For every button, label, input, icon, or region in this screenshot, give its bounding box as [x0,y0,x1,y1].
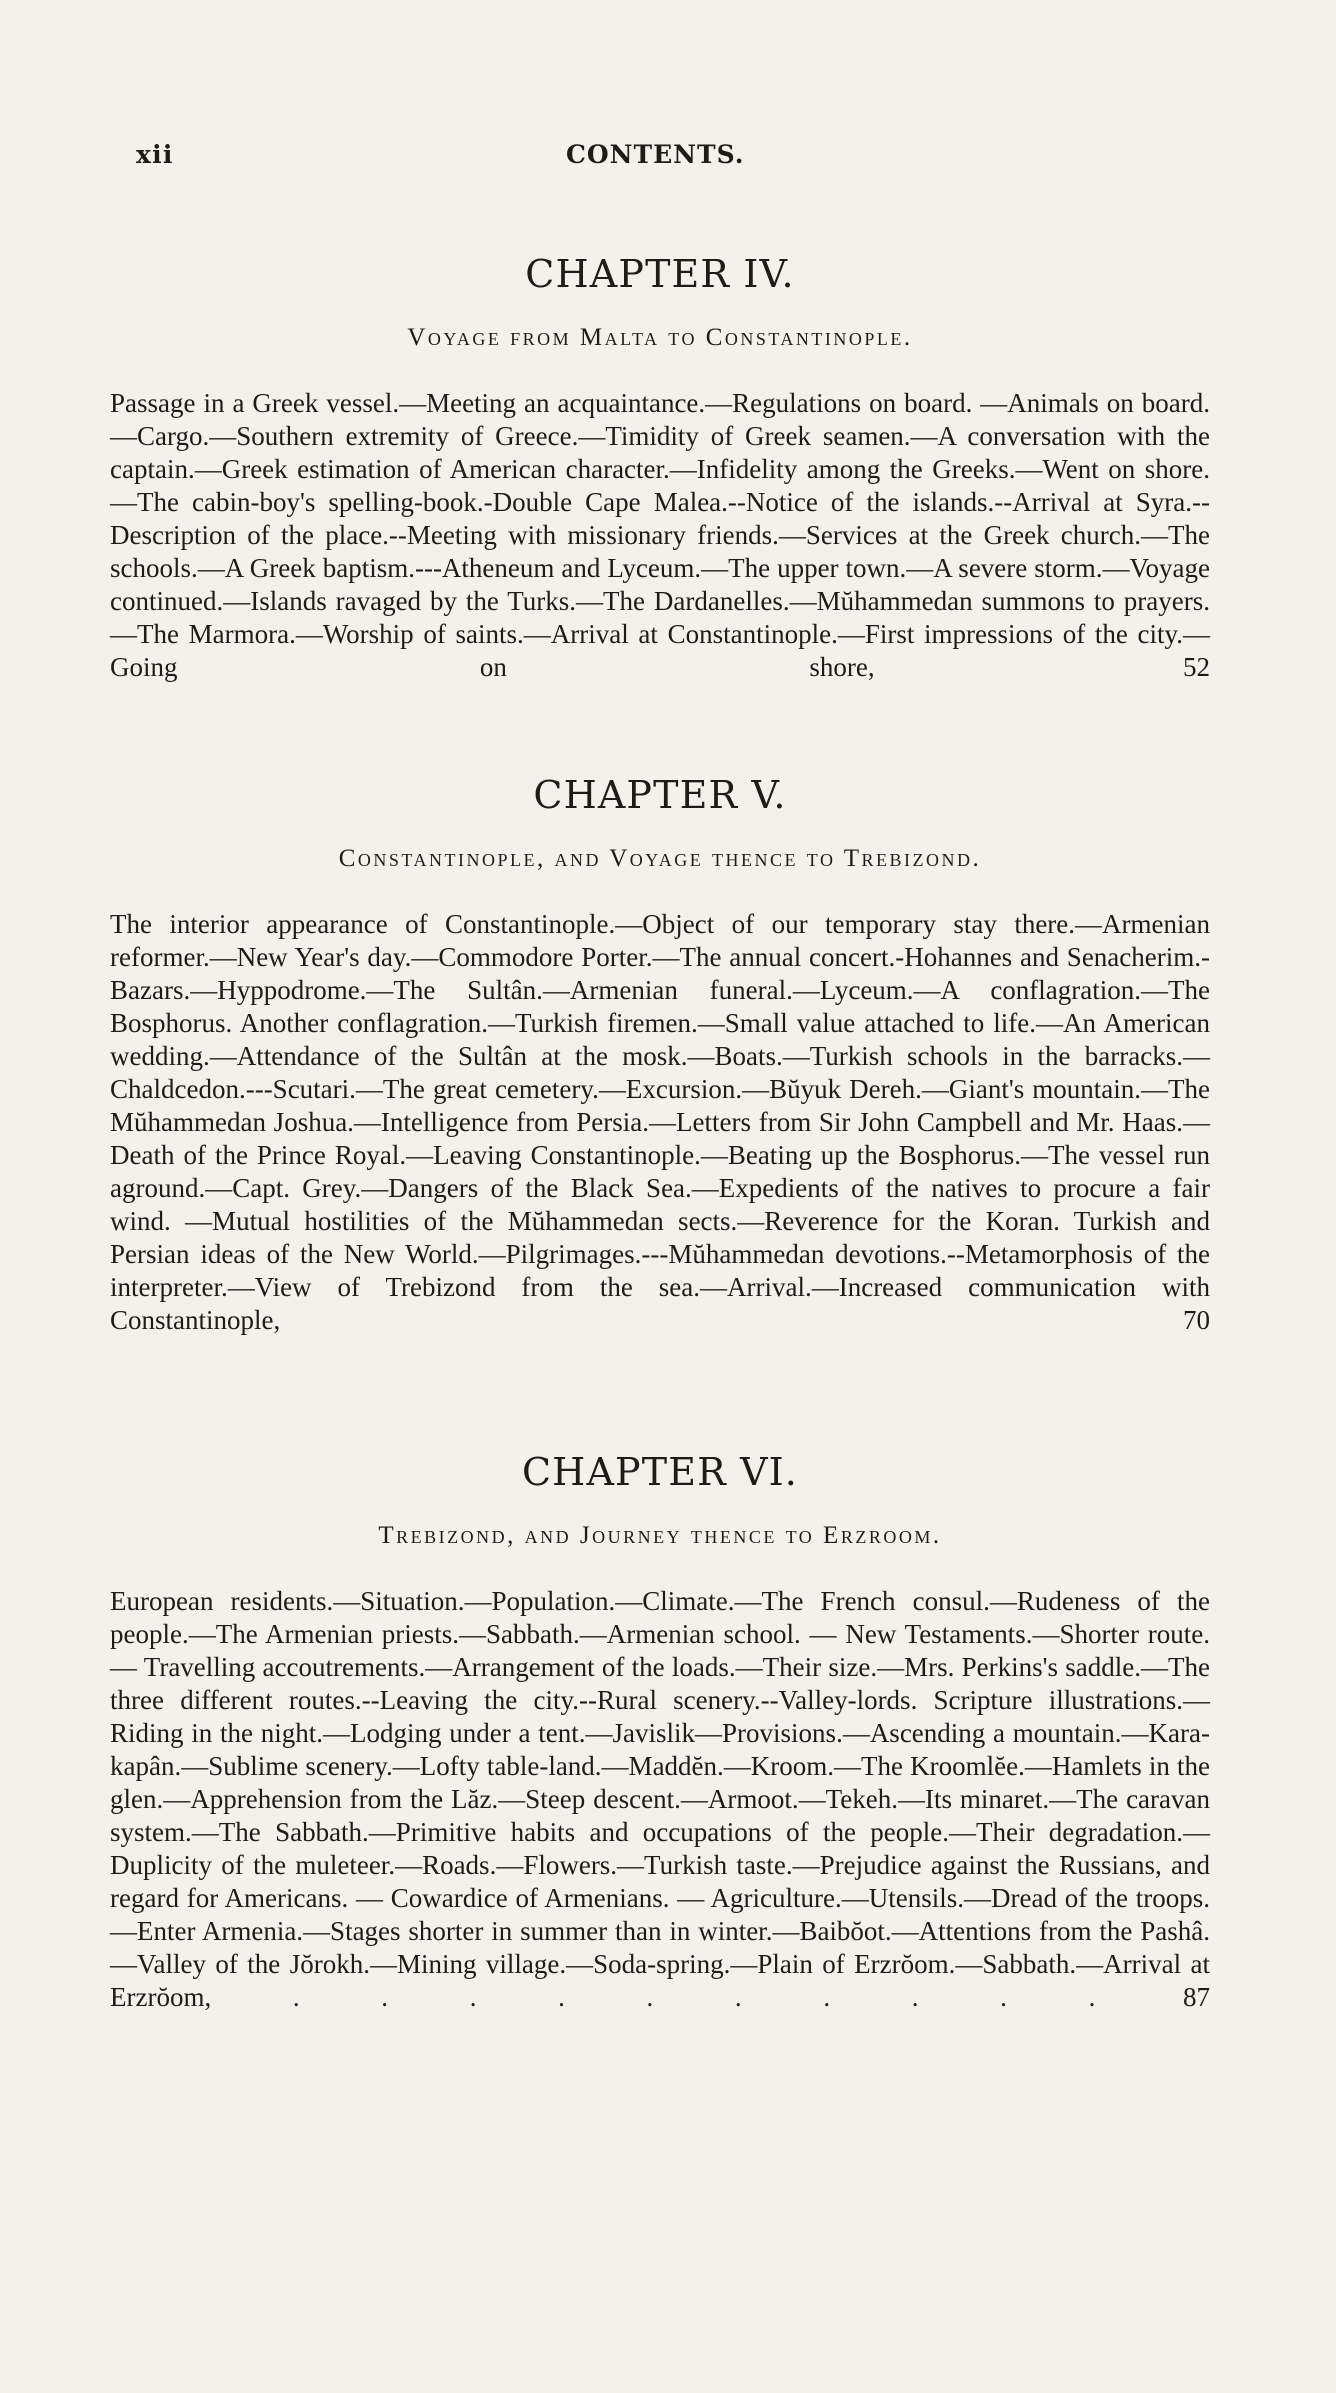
chapter-summary [110,908,1210,1337]
summary-text: Passage in a Greek vessel.—Meeting an acquaintance.—Regulations on board. —Animals on board.—Cargo.—Southern extremity of Greece.—Timidity of Greek seamen.—A conversation with the captain.—Greek estimation of American character.—Infidelity among the Greeks.—Went on shore.—The cabin-boy's spelling-book.-Double Cape Malea.--Notice of the islands.--Arrival at Syra.--Description of the place.--Meeting with missionary friends.—Services at the Greek church.—The schools.—A Greek baptism.---Atheneum and Lyceum.—The upper town.—A severe storm.—Voyage continued.—Islands ravaged by the Turks.—The Dardanelles.—Mŭhammedan summons to prayers.—The Marmora.—Worship of saints.—Arrival at Constantinople.—First impressions of the city.—Going on shore, [110,388,1210,682]
summary-page-number: 87 [1183,1982,1211,2012]
chapter-v-entry [110,773,1210,1364]
chapter-title: CHAPTER V. [533,773,787,817]
chapter-title: CHAPTER VI. [521,1450,799,1494]
page-title: CONTENTS. [566,140,745,169]
chapter-summary [110,1585,1210,2014]
running-head [136,140,1236,180]
summary-page-number: 70 [1183,1305,1210,1335]
chapter-subtitle: Trebizond, and Journey thence to Erzroom. [378,1522,942,1549]
summary-text: The interior appearance of Constantinople.—Object of our temporary stay there.—Armenian reformer.—New Year's day.—Commodore Porter.—The annual concert.-Hohannes and Senacherim.-Bazars.—Hyppodrome.—The Sultân.—Armenian funeral.—Lyceum.—A conflagration.—The Bosphorus. Another conflagration.—Turkish firemen.—Small value attached to life.—An American wedding.—Attendance of the Sultân at the mosk.—Boats.—Turkish schools in the barracks.—Chaldcedon.---Scutari.—The great cemetery.—Excursion.—Bŭyuk Dereh.—Giant's mountain.—The Mŭhammedan Joshua.—Intelligence from Persia.—Letters from Sir John Campbell and Mr. Haas.—Death of the Prince Royal.—Leaving Constantinople.—Beating up the Bosphorus.—The vessel run aground.—Capt. Grey.—Dangers of the Black Sea.—Expedients of the natives to procure a fair wind. —Mutual hostilities of the Mŭhammedan sects.—Reverence for the Koran. Turkish and Persian ideas of the New World.—Pilgrimages.---Mŭhammedan devotions.--Metamorphosis of the interpreter.—View of Trebizond from the sea.—Arrival.—Increased communication with Constantinople, [110,909,1210,1335]
chapter-subtitle: Voyage from Malta to Constantinople. [407,324,913,351]
chapter-subtitle: Constantinople, and Voyage thence to Trebizond. [338,845,982,872]
chapter-vi-entry [110,1450,1210,2041]
summary-page-number: 52 [1183,652,1210,682]
chapter-summary [110,387,1210,684]
summary-text: European residents.—Situation.—Population.—Climate.—The French consul.—Rudeness of the people.—The Armenian priests.—Sabbath.—Armenian school. — New Testaments.—Shorter route. — Travelling accoutrements.—Arrangement of the loads.—Their size.—Mrs. Perkins's saddle.—The three different routes.--Leaving the city.--Rural scenery.--Valley-lords. Scripture illustrations.—Riding in the night.—Lodging under a tent.—Javislik—Provisions.—Ascending a mountain.—Kara-kapân.—Sublime scenery.—Lofty table-land.—Maddĕn.—Kroom.—The Kroomlĕe.—Hamlets in the glen.—Apprehension from the Lăz.—Steep descent.—Armoot.—Tekeh.—Its minaret.—The caravan system.—The Sabbath.—Primitive habits and occupations of the people.—Their degradation.—Duplicity of the muleteer.—Roads.—Flowers.—Turkish taste.—Prejudice against the Russians, and regard for Americans. — Cowardice of Armenians. — Agriculture.—Utensils.—Dread of the troops.—Enter Armenia.—Stages shorter in summer than in winter.—Baibŏot.—Attentions from the Pashâ.—Valley of the Jŏrokh.—Mining village.—Soda-spring.—Plain of Erzrŏom.—Sabbath.—Arrival at Erzrŏom, . . . . . . . . . . [110,1586,1210,2012]
chapter-title: CHAPTER IV. [525,252,795,296]
page-number: xii [136,140,174,169]
chapter-iv-entry [110,252,1210,711]
